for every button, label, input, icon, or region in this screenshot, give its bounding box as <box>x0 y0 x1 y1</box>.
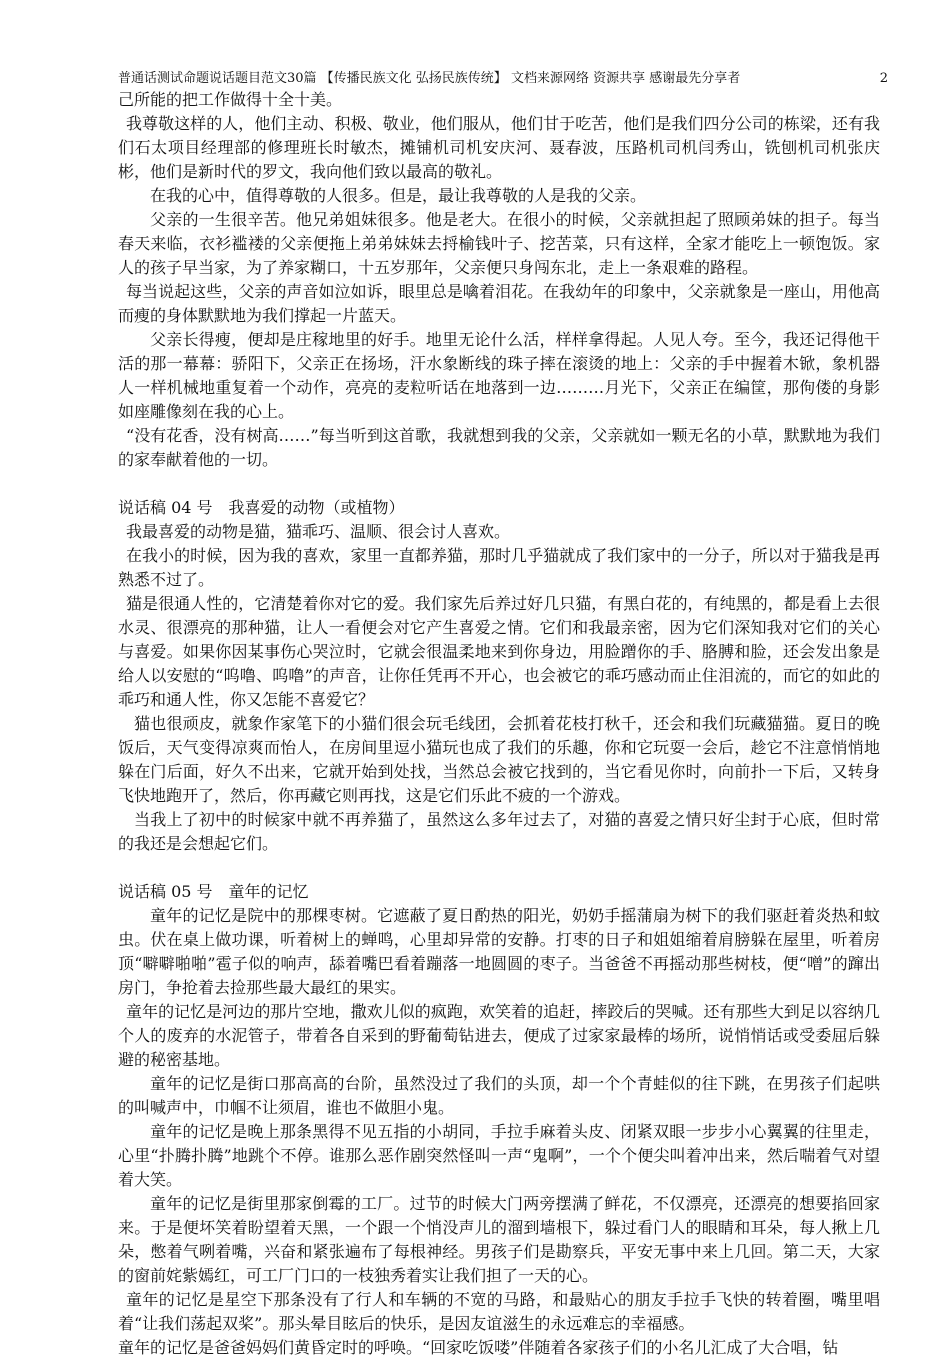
paragraph: “没有花香，没有树高……”每当听到这首歌，我就想到我的父亲，父亲就如一颗无名的小草，默默地为我们的家奉献着他的一切。 <box>118 426 880 469</box>
paragraph: 在我小的时候，因为我的喜欢，家里一直都养猫，那时几乎猫就成了我们家中的一分子，所以对于猫我是再熟悉不过了。 <box>118 546 880 589</box>
paragraph: 童年的记忆是爸爸妈妈们黄昏定时的呼唤。“回家吃饭喽”伴随着各家孩子们的小名儿汇成了大合唱，钻 <box>118 1338 839 1357</box>
paragraph: 猫也很顽皮，就象作家笔下的小猫们很会玩毛线团，会抓着花枝打秋千，还会和我们玩藏猫猫。夏日的晚饭后，天气变得凉爽而怡人，在房间里逗小猫玩也成了我们的乐趣，你和它玩耍一会后，趁它不注意悄悄地躲在门后面，好久不出来，它就开始到处找，当然总会被它找到的，当它看见你时，向前扑一下后，又转身飞快地跑开了，然后，你再藏它则再找，这是它们乐此不疲的一个游戏。 <box>118 714 880 805</box>
paragraph: 童年的记忆是晚上那条黑得不见五指的小胡同，手拉手麻着头皮、闭紧双眼一步步小心翼翼的往里走，心里“扑腾扑腾”地跳个不停。谁那么恶作剧突然怪叫一声“鬼啊”，一个个便尖叫着冲出来，然后喘着气对望着大笑。 <box>118 1122 880 1189</box>
paragraph: 父亲长得瘦，便却是庄稼地里的好手。地里无论什么活，样样拿得起。人见人夸。至今，我还记得他干活的那一幕幕：骄阳下，父亲正在扬场，汗水象断线的珠子摔在滚烫的地上：父亲的手中握着木锨，象机器人一样机械地重复着一个动作，亮亮的麦粒听话在地落到一边………月光下，父亲正在编筐，那佝偻的身影如座雕像刻在我的心上。 <box>118 330 880 421</box>
paragraph: 己所能的把工作做得十全十美。 <box>118 90 343 109</box>
page-number: 2 <box>879 71 888 86</box>
paragraph: 每当说起这些，父亲的声音如泣如诉，眼里总是噙着泪花。在我幼年的印象中，父亲就象是一座山，用他高而瘦的身体默默地为我们撑起一片蓝天。 <box>118 282 880 325</box>
paragraph: 在我的心中，值得尊敬的人很多。但是，最让我尊敬的人是我的父亲。 <box>150 186 647 205</box>
paragraph: 童年的记忆是星空下那条没有了行人和车辆的不宽的马路，和最贴心的朋友手拉手飞快的转着圈，嘴里唱着“让我们荡起双桨”。那头晕目眩后的快乐，是因友谊滋生的永远难忘的幸福感。 <box>118 1290 880 1333</box>
paragraph: 我尊敬这样的人，他们主动、积极、敬业，他们服从，他们甘于吃苦，他们是我们四分公司的栋梁，还有我们石太项目经理部的修理班长时敏杰，摊铺机司机安庆河、聂春波，压路机司机闫秀山，铣刨机司机张庆彬，他们是新时代的罗文，我向他们致以最高的敬礼。 <box>118 114 880 181</box>
paragraph: 童年的记忆是街里那家倒霉的工厂。过节的时候大门两旁摆满了鲜花，不仅漂亮，还漂亮的想要掐回家来。于是便坏笑着盼望着天黑，一个跟一个悄没声儿的溜到墙根下，躲过看门人的眼睛和耳朵，每人揪上几朵，憋着气咧着嘴，兴奋和紧张遍布了每根神经。男孩子们是勘察兵，平安无事中来上几回。第二天，大家的窗前姹紫嫣红，可工厂门口的一枝独秀着实让我们担了一天的心。 <box>118 1194 880 1285</box>
document-body <box>118 88 880 1360</box>
paragraph: 猫是很通人性的，它清楚着你对它的爱。我们家先后养过好几只猫，有黑白花的，有纯黑的，都是看上去很水灵、很漂亮的那种猫，让人一看便会对它产生喜爱之情。它们和我最亲密，因为它们深知我对它们的关心与喜爱。如果你因某事伤心哭泣时，它就会很温柔地来到你身边，用脸蹭你的手、胳膊和脸，还会发出象是给人以安慰的“呜噜、呜噜”的声音，让你任凭再不开心，也会被它的乖巧感动而止住泪流的，而它的如此的乖巧和通人性，你又怎能不喜爱它？ <box>118 594 880 709</box>
paragraph: 父亲的一生很辛苦。他兄弟姐妹很多。他是老大。在很小的时候，父亲就担起了照顾弟妹的担子。每当春天来临，衣衫褴褛的父亲便拖上弟弟妹妹去捋榆钱叶子、挖苦菜，只有这样，全家才能吃上一顿饱饭。家人的孩子早当家，为了养家糊口，十五岁那年，父亲便只身闯东北，走上一条艰难的路程。 <box>118 210 880 277</box>
page-header <box>118 70 888 88</box>
header-text: 普通话测试命题说话题目范文30篇 【传播民族文化 弘扬民族传统】 文档来源网络 资源共享 感谢最先分享者 <box>118 71 741 86</box>
section-title-05: 说话稿 05 号 童年的记忆 <box>118 882 309 901</box>
paragraph: 我最喜爱的动物是猫，猫乖巧、温顺、很会讨人喜欢。 <box>126 522 511 541</box>
paragraph: 当我上了初中的时候家中就不再养猫了，虽然这么多年过去了，对猫的喜爱之情只好尘封于心底，但时常的我还是会想起它们。 <box>118 810 880 853</box>
paragraph: 童年的记忆是院中的那棵枣树。它遮蔽了夏日酌热的阳光，奶奶手摇蒲扇为树下的我们驱赶着炎热和蚊虫。伏在桌上做功课，听着树上的蝉鸣，心里却异常的安静。打枣的日子和姐姐缩着肩膀躲在屋里，听着房顶“噼噼啪啪”雹子似的响声，舔着嘴巴看着蹦落一地圆圆的枣子。当爸爸不再摇动那些树枝，便“噌”的蹿出房门，争抢着去捡那些最大最红的果实。 <box>118 906 880 997</box>
section-title-04: 说话稿 04 号 我喜爱的动物（或植物） <box>118 498 405 517</box>
paragraph: 童年的记忆是河边的那片空地，撒欢儿似的疯跑，欢笑着的追赶，摔跤后的哭喊。还有那些大到足以容纳几个人的废弃的水泥管子，带着各自采到的野葡萄钻进去，便成了过家家最棒的场所，说悄悄话或受委屈后躲避的秘密基地。 <box>118 1002 880 1069</box>
paragraph: 童年的记忆是街口那高高的台阶，虽然没过了我们的头顶，却一个个青蛙似的往下跳，在男孩子们起哄的叫喊声中，巾帼不让须眉，谁也不做胆小鬼。 <box>118 1074 880 1117</box>
